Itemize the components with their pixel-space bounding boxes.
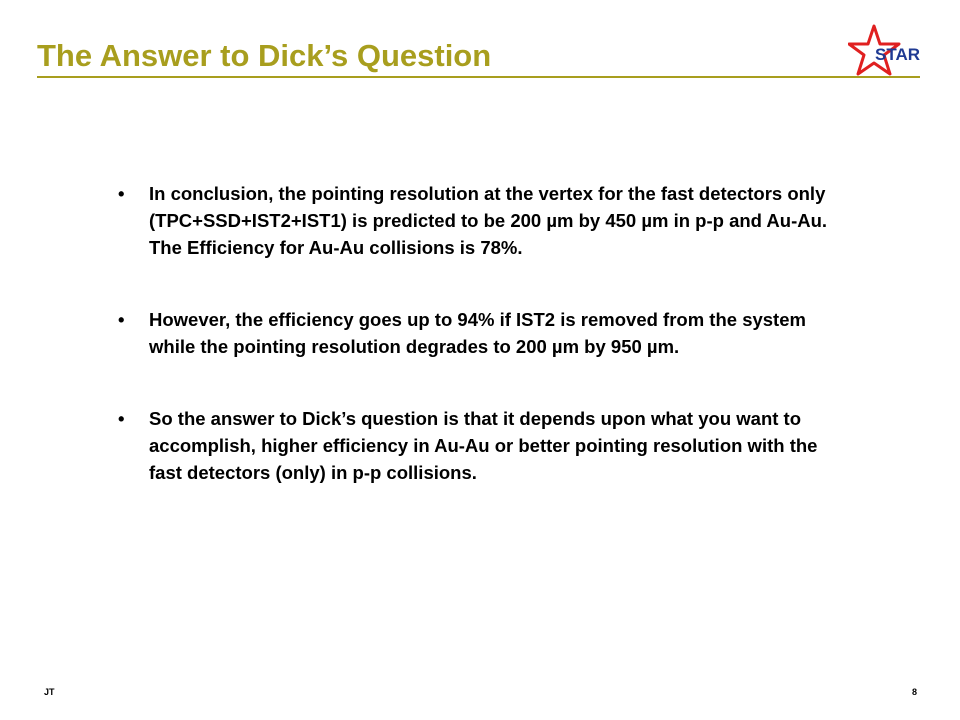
- bullet-marker: •: [118, 408, 125, 429]
- title-underline: [37, 76, 920, 78]
- bullet-marker: •: [118, 309, 125, 330]
- logo-text: STAR: [875, 45, 921, 64]
- bullet-item-conclusion: [118, 180, 848, 261]
- footer-author: JT: [44, 687, 55, 697]
- bullet-text: So the answer to Dick’s question is that it depends upon what you want to accomplish, higher efficiency in Au-Au or better pointing resolution with the fast detectors (only) in p-p collisions.: [149, 408, 818, 483]
- bullet-item-efficiency: [118, 306, 848, 360]
- slide-title: The Answer to Dick’s Question: [37, 38, 492, 73]
- bullet-marker: •: [118, 183, 125, 204]
- page-number: 8: [912, 687, 918, 697]
- bullet-text: In conclusion, the pointing resolution at the vertex for the fast detectors only (TPC+SSD+IST2+IST1) is predicted to be 200 µm by 450 µm in p-p and Au-Au. The Efficiency for Au-Au collisions is 78%.: [149, 183, 828, 258]
- bullet-text: However, the efficiency goes up to 94% if IST2 is removed from the system while the pointing resolution degrades to 200 µm by 950 µm.: [149, 309, 806, 357]
- star-logo: [848, 24, 930, 82]
- bullet-list: [118, 180, 848, 531]
- bullet-item-answer: [118, 405, 848, 486]
